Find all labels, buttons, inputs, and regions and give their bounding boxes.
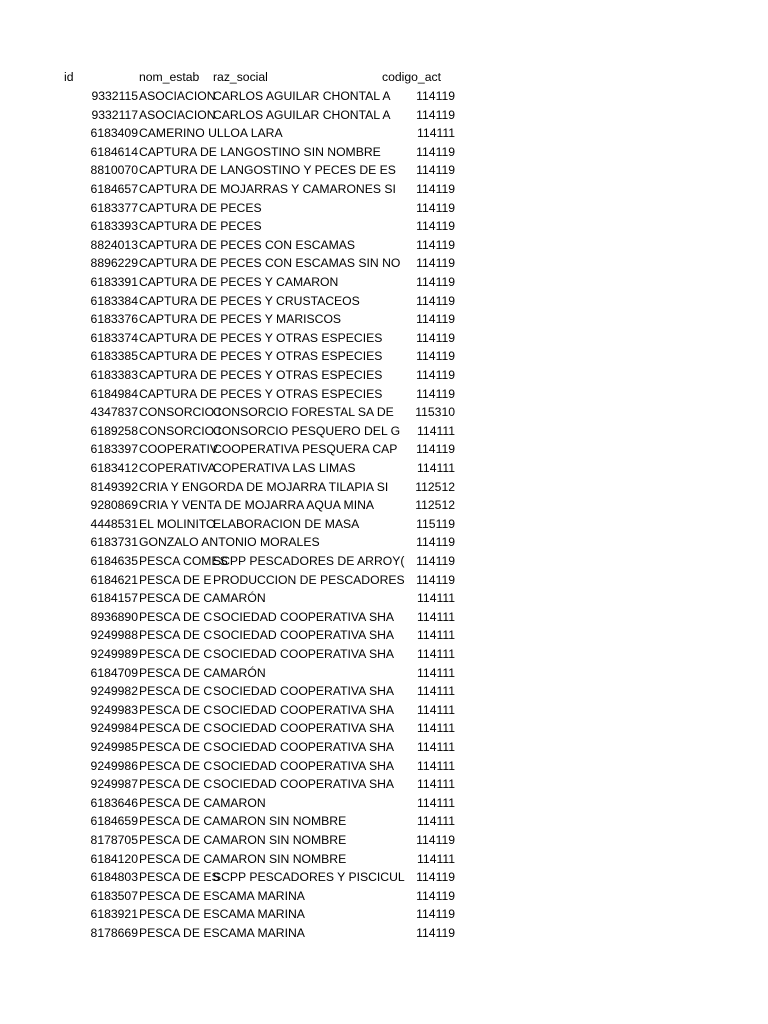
cell-codigo-act: 114119 (416, 200, 455, 215)
table-row (0, 254, 768, 272)
cell-id: 9332115 (91, 89, 138, 103)
cell-id: 8178705 (90, 833, 138, 847)
cell-codigo-act: 114119 (416, 572, 455, 587)
cell-id: 6184614 (90, 144, 138, 159)
cell-id: 9249984 (90, 721, 138, 736)
cell-codigo-act: 114111 (417, 609, 455, 624)
table-row (0, 775, 768, 793)
cell-nom-estab: CRIA Y VENTA DE MOJARRA AQUA MINA (139, 498, 375, 513)
cell-nom-estab: CAPTURA DE PECES CON ESCAMAS (139, 237, 356, 252)
cell-raz-social: SOCIEDAD COOPERATIVA SHA (213, 628, 395, 643)
cell-codigo-act: 114119 (416, 107, 455, 122)
cell-nom-estab: CAPTURA DE PECES Y CAMARON (139, 275, 339, 289)
table-row (0, 515, 768, 533)
cell-raz-social: CARLOS AGUILAR CHONTAL A (213, 89, 391, 103)
table-row (0, 124, 768, 142)
cell-codigo-act: 114119 (416, 275, 455, 289)
cell-raz-social: CONSORCIO PESQUERO DEL G (213, 423, 401, 438)
cell-nom-estab: CAPTURA DE PECES (139, 200, 262, 215)
table-row (0, 459, 768, 477)
cell-id: 8149392 (90, 479, 138, 494)
cell-codigo-act: 114119 (416, 237, 455, 252)
cell-nom-estab: PESCA DE CAMARON (139, 795, 266, 810)
table-row (0, 738, 768, 756)
cell-nom-estab: CAPTURA DE LANGOSTINO Y PECES DE ES (139, 163, 396, 178)
cell-codigo-act: 114119 (416, 256, 455, 271)
cell-nom-estab: PESCA DE CAMARON SIN NOMBRE (139, 851, 347, 866)
cell-id: 9332117 (91, 107, 138, 122)
cell-raz-social: ELABORACION DE MASA (213, 516, 360, 531)
cell-nom-estab: PESCA DE CAMARON SIN NOMBRE (139, 814, 347, 829)
table-row (0, 608, 768, 626)
cell-raz-social: CONSORCIO FORESTAL SA DE (213, 405, 394, 420)
cell-codigo-act: 114111 (417, 777, 455, 792)
cell-id: 6183731 (90, 535, 138, 550)
cell-nom-estab: EL MOLINITO (139, 516, 216, 531)
cell-raz-social: COOPERATIVA PESQUERA CAP (213, 442, 398, 457)
header-codigo-act: codigo_act (382, 70, 441, 84)
cell-codigo-act: 112512 (415, 498, 455, 513)
cell-id: 6184709 (90, 665, 138, 680)
table-row (0, 533, 768, 551)
cell-codigo-act: 114111 (417, 684, 455, 699)
header-raz-social: raz_social (213, 70, 268, 84)
cell-nom-estab: CAPTURA DE PECES Y OTRAS ESPECIES (139, 386, 383, 401)
cell-id: 8178669 (90, 926, 138, 940)
table-row (0, 794, 768, 812)
table-row (0, 106, 768, 124)
cell-nom-estab: PESCA DE C (139, 684, 213, 699)
table-row (0, 887, 768, 905)
table-row (0, 440, 768, 458)
cell-nom-estab: PESCA DE C (139, 721, 213, 736)
cell-id: 9249985 (90, 740, 138, 754)
table-row (0, 812, 768, 830)
table-row (0, 403, 768, 421)
header-id: id (64, 70, 74, 84)
cell-nom-estab: PESCA DE C (139, 777, 213, 792)
cell-raz-social: SOCIEDAD COOPERATIVA SHA (213, 758, 395, 773)
cell-id: 4448531 (90, 516, 138, 531)
table-row (0, 347, 768, 365)
cell-codigo-act: 115119 (416, 516, 455, 531)
cell-raz-social: SCPP PESCADORES DE ARROY( (213, 554, 405, 568)
cell-nom-estab: PESCA DE CAMARÓN (139, 665, 266, 680)
cell-codigo-act: 114119 (416, 219, 455, 234)
cell-nom-estab: CAPTURA DE LANGOSTINO SIN NOMBRE (139, 144, 381, 159)
cell-id: 6184659 (90, 814, 138, 829)
table-row (0, 496, 768, 514)
cell-nom-estab: CAPTURA DE MOJARRAS Y CAMARONES SI (139, 182, 396, 196)
cell-id: 6183374 (90, 330, 138, 345)
cell-codigo-act: 114119 (416, 144, 455, 159)
table-row (0, 236, 768, 254)
table-row (0, 664, 768, 682)
cell-raz-social: SOCIEDAD COOPERATIVA SHA (213, 777, 395, 792)
table-row (0, 850, 768, 868)
table-row (0, 366, 768, 384)
cell-nom-estab: PESCA DE ESCAMA MARINA (139, 907, 305, 922)
cell-nom-estab: PESCA DE E (139, 572, 212, 587)
table-row (0, 589, 768, 607)
cell-nom-estab: PESCA DE ESCAMA MARINA (139, 888, 305, 903)
cell-raz-social: SOCIEDAD COOPERATIVA SHA (213, 740, 395, 754)
cell-id: 6183409 (90, 126, 138, 141)
cell-codigo-act: 114111 (417, 814, 455, 829)
cell-nom-estab: PESCA DE ES (139, 870, 220, 885)
cell-codigo-act: 114111 (417, 851, 455, 866)
cell-raz-social: CARLOS AGUILAR CHONTAL A (213, 107, 391, 122)
cell-id: 8824013 (90, 237, 138, 252)
table-row (0, 422, 768, 440)
table-row (0, 478, 768, 496)
cell-codigo-act: 114119 (416, 182, 455, 196)
cell-codigo-act: 114119 (416, 89, 455, 103)
cell-nom-estab: PESCA DE CAMARÓN (139, 591, 266, 606)
cell-nom-estab: PESCA DE C (139, 740, 213, 754)
cell-codigo-act: 114119 (416, 293, 455, 308)
cell-codigo-act: 114111 (417, 740, 455, 754)
cell-codigo-act: 114111 (417, 665, 455, 680)
cell-id: 6184157 (90, 591, 138, 606)
cell-nom-estab: PESCA DE C (139, 647, 213, 661)
cell-codigo-act: 114119 (416, 870, 455, 885)
cell-nom-estab: COPERATIVA (139, 461, 216, 475)
cell-id: 6183384 (90, 293, 138, 308)
cell-codigo-act: 114111 (417, 628, 455, 643)
cell-nom-estab: CAMERINO ULLOA LARA (139, 126, 283, 141)
cell-id: 6184120 (90, 851, 138, 866)
cell-nom-estab: CRIA Y ENGORDA DE MOJARRA TILAPIA SI (139, 479, 389, 494)
cell-codigo-act: 112512 (415, 479, 455, 494)
cell-codigo-act: 114119 (416, 368, 455, 382)
cell-codigo-act: 114119 (416, 535, 455, 550)
cell-nom-estab: CAPTURA DE PECES Y OTRAS ESPECIES (139, 368, 383, 382)
table-row (0, 273, 768, 291)
cell-codigo-act: 115310 (415, 405, 455, 420)
table-row (0, 626, 768, 644)
cell-codigo-act: 114111 (417, 702, 455, 717)
table-row (0, 719, 768, 737)
cell-raz-social: SCPP PESCADORES Y PISCICUL (213, 870, 405, 885)
cell-id: 6183412 (90, 461, 138, 475)
cell-raz-social: SOCIEDAD COOPERATIVA SHA (213, 684, 395, 699)
cell-id: 6183393 (90, 219, 138, 234)
table-row (0, 87, 768, 105)
table-row (0, 292, 768, 310)
cell-codigo-act: 114119 (416, 442, 455, 457)
cell-codigo-act: 114119 (416, 163, 455, 178)
cell-id: 6183385 (90, 349, 138, 364)
table-row (0, 831, 768, 849)
table-row (0, 905, 768, 923)
cell-codigo-act: 114119 (416, 386, 455, 401)
cell-id: 6183507 (90, 888, 138, 903)
table-row (0, 552, 768, 570)
cell-id: 8896229 (90, 256, 138, 271)
table-row (0, 645, 768, 663)
table-row (0, 143, 768, 161)
cell-nom-estab: COOPERATIV. (139, 442, 221, 457)
cell-codigo-act: 114111 (417, 721, 455, 736)
cell-codigo-act: 114119 (416, 833, 455, 847)
header-row (0, 68, 768, 86)
cell-id: 9249987 (90, 777, 138, 792)
table-row (0, 199, 768, 217)
cell-codigo-act: 114111 (417, 126, 455, 141)
cell-nom-estab: PESCA DE C (139, 609, 213, 624)
cell-id: 6184984 (90, 386, 138, 401)
table-row (0, 217, 768, 235)
cell-raz-social: SOCIEDAD COOPERATIVA SHA (213, 721, 395, 736)
cell-raz-social: SOCIEDAD COOPERATIVA SHA (213, 647, 395, 661)
cell-nom-estab: CAPTURA DE PECES Y OTRAS ESPECIES (139, 349, 383, 364)
cell-nom-estab: PESCA DE C (139, 758, 213, 773)
table-row (0, 701, 768, 719)
cell-nom-estab: ASOCIACION (139, 89, 216, 103)
cell-codigo-act: 114119 (416, 907, 455, 922)
cell-codigo-act: 114119 (416, 554, 455, 568)
cell-nom-estab: CAPTURA DE PECES (139, 219, 262, 234)
cell-codigo-act: 114119 (416, 349, 455, 364)
table-row (0, 682, 768, 700)
cell-id: 6183397 (90, 442, 138, 457)
table-row (0, 571, 768, 589)
cell-id: 9249989 (90, 647, 138, 661)
cell-nom-estab: PESCA DE ESCAMA MARINA (139, 926, 305, 940)
cell-raz-social: SOCIEDAD COOPERATIVA SHA (213, 702, 395, 717)
cell-id: 6183377 (90, 200, 138, 215)
cell-id: 4347837 (90, 405, 138, 420)
cell-nom-estab: PESCA DE C (139, 628, 213, 643)
cell-nom-estab: PESCA DE CAMARON SIN NOMBRE (139, 833, 347, 847)
table-row (0, 757, 768, 775)
cell-id: 8936890 (90, 609, 138, 624)
cell-nom-estab: CAPTURA DE PECES Y MARISCOS (139, 312, 342, 327)
cell-id: 6183646 (90, 795, 138, 810)
cell-id: 6184657 (90, 182, 138, 196)
cell-codigo-act: 114111 (417, 591, 455, 606)
cell-raz-social: PRODUCCION DE PESCADORES (213, 572, 405, 587)
cell-codigo-act: 114111 (417, 461, 455, 475)
table-row (0, 180, 768, 198)
cell-raz-social: COPERATIVA LAS LIMAS (213, 461, 356, 475)
cell-codigo-act: 114111 (417, 423, 455, 438)
cell-codigo-act: 114111 (417, 758, 455, 773)
cell-id: 6183383 (90, 368, 138, 382)
table-row (0, 329, 768, 347)
cell-nom-estab: CONSORCIO I (139, 405, 221, 420)
cell-codigo-act: 114119 (416, 926, 455, 940)
cell-id: 8810070 (90, 163, 138, 178)
cell-id: 6183391 (90, 275, 138, 289)
cell-raz-social: SOCIEDAD COOPERATIVA SHA (213, 609, 395, 624)
cell-id: 9249988 (90, 628, 138, 643)
cell-id: 6184635 (90, 554, 138, 568)
cell-codigo-act: 114119 (416, 888, 455, 903)
cell-codigo-act: 114111 (417, 795, 455, 810)
cell-nom-estab: CONSORCIO I (139, 423, 221, 438)
cell-id: 9249986 (90, 758, 138, 773)
cell-nom-estab: CAPTURA DE PECES Y OTRAS ESPECIES (139, 330, 383, 345)
cell-id: 6189258 (90, 423, 138, 438)
cell-nom-estab: CAPTURA DE PECES CON ESCAMAS SIN NO (139, 256, 401, 271)
table-row (0, 385, 768, 403)
table-row (0, 924, 768, 942)
cell-nom-estab: ASOCIACION (139, 107, 216, 122)
table-row (0, 310, 768, 328)
cell-id: 6184621 (90, 572, 138, 587)
cell-codigo-act: 114111 (417, 647, 455, 661)
table-row (0, 868, 768, 886)
header-nom-estab: nom_estab (139, 70, 200, 84)
cell-nom-estab: PESCA COMES (139, 554, 228, 568)
cell-codigo-act: 114119 (416, 330, 455, 345)
cell-id: 6183376 (90, 312, 138, 327)
cell-codigo-act: 114119 (416, 312, 455, 327)
cell-id: 9280869 (90, 498, 138, 513)
cell-id: 6183921 (90, 907, 138, 922)
cell-id: 6184803 (90, 870, 138, 885)
cell-nom-estab: PESCA DE C (139, 702, 213, 717)
table-row (0, 161, 768, 179)
cell-nom-estab: CAPTURA DE PECES Y CRUSTACEOS (139, 293, 360, 308)
cell-id: 9249982 (90, 684, 138, 699)
cell-nom-estab: GONZALO ANTONIO MORALES (139, 535, 320, 550)
cell-id: 9249983 (90, 702, 138, 717)
